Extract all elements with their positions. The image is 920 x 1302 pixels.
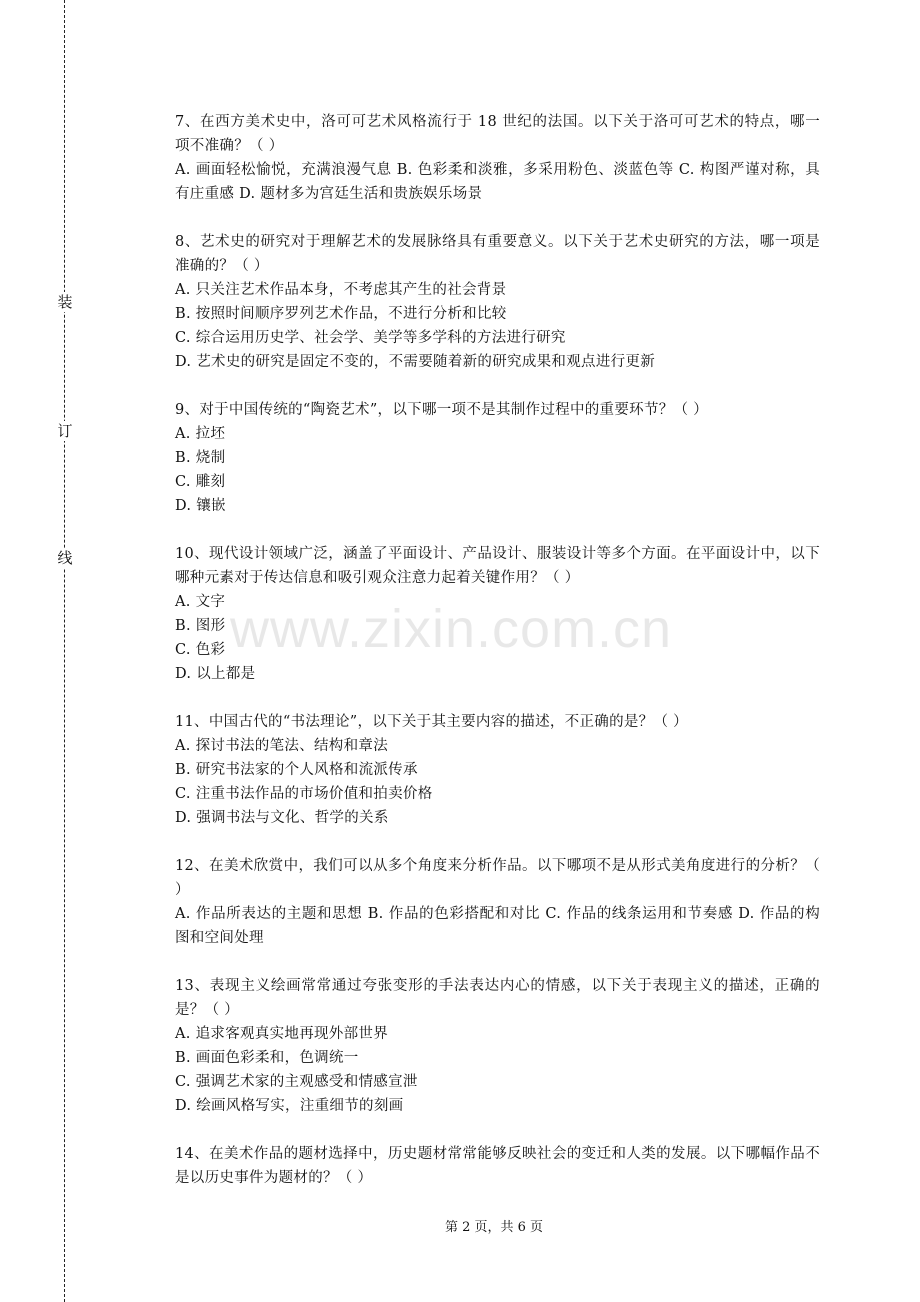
question-option: A. 画面轻松愉悦，充满浪漫气息 B. 色彩柔和淡雅，多采用粉色、淡蓝色等 C. 构图严谨对称，具有庄重感 D. 题材多为宫廷生活和贵族娱乐场景 [175, 162, 820, 202]
question-option: A. 探讨书法的笔法、结构和章法 [175, 738, 388, 754]
question-option: C. 注重书法作品的市场价值和拍卖价格 [175, 786, 433, 802]
question-option: B. 烧制 [175, 450, 226, 466]
question-option: A. 只关注艺术作品本身，不考虑其产生的社会背景 [175, 282, 507, 298]
question-option: D. 艺术史的研究是固定不变的，不需要随着新的研究成果和观点进行更新 [175, 354, 656, 370]
question-option: C. 雕刻 [175, 474, 226, 490]
question-text: 10、现代设计领域广泛，涵盖了平面设计、产品设计、服装设计等多个方面。在平面设计中，以下哪种元素对于传达信息和吸引观众注意力起着关键作用？（ ） [175, 546, 820, 586]
question-option: D. 强调书法与文化、哲学的关系 [175, 810, 389, 826]
page-footer: 第 2 页，共 6 页 [444, 1220, 544, 1235]
question-option: D. 以上都是 [175, 666, 256, 682]
question-text: 12、在美术欣赏中，我们可以从多个角度来分析作品。以下哪项不是从形式美角度进行的分析？（ ） [175, 858, 820, 898]
question-list [175, 110, 820, 1214]
binding-char-xian: 线 [55, 548, 75, 568]
question-option: B. 按照时间顺序罗列艺术作品，不进行分析和比较 [175, 306, 507, 322]
question-option: D. 绘画风格写实，注重细节的刻画 [175, 1098, 404, 1114]
question-block [175, 974, 820, 1118]
question-block [175, 1142, 820, 1190]
question-block [175, 542, 820, 686]
question-option: C. 强调艺术家的主观感受和情感宣泄 [175, 1074, 418, 1090]
binding-char-zhuang: 装 [55, 292, 75, 312]
question-option: C. 综合运用历史学、社会学、美学等多学科的方法进行研究 [175, 330, 566, 346]
question-block [175, 398, 820, 518]
question-option: B. 研究书法家的个人风格和流派传承 [175, 762, 418, 778]
question-option: C. 色彩 [175, 642, 226, 658]
binding-dashed-line [64, 0, 65, 1302]
question-option: A. 拉坯 [175, 426, 226, 442]
watermark: www.zixin.com.cn [230, 599, 673, 659]
question-text: 11、中国古代的“书法理论”，以下关于其主要内容的描述，不正确的是？（ ） [175, 714, 688, 730]
question-block [175, 230, 820, 374]
question-block [175, 854, 820, 950]
question-text: 9、对于中国传统的“陶瓷艺术”，以下哪一项不是其制作过程中的重要环节？（ ） [175, 402, 709, 418]
question-option: A. 文字 [175, 594, 226, 610]
question-option: D. 镶嵌 [175, 498, 226, 514]
question-text: 13、表现主义绘画常常通过夸张变形的手法表达内心的情感，以下关于表现主义的描述，正确的是？（ ） [175, 978, 820, 1018]
question-option: A. 作品所表达的主题和思想 B. 作品的色彩搭配和对比 C. 作品的线条运用和节奏感 D. 作品的构图和空间处理 [175, 906, 820, 946]
binding-char-ding: 订 [55, 421, 75, 441]
question-text: 7、在西方美术史中，洛可可艺术风格流行于 18 世纪的法国。以下关于洛可可艺术的特点，哪一项不准确？（ ） [175, 114, 820, 154]
question-option: B. 图形 [175, 618, 226, 634]
question-option: A. 追求客观真实地再现外部世界 [175, 1026, 388, 1042]
question-text: 8、艺术史的研究对于理解艺术的发展脉络具有重要意义。以下关于艺术史研究的方法，哪一项是准确的？（ ） [175, 234, 820, 274]
question-block [175, 110, 820, 206]
question-block [175, 710, 820, 830]
question-text: 14、在美术作品的题材选择中，历史题材常常能够反映社会的变迁和人类的发展。以下哪幅作品不是以历史事件为题材的？（ ） [175, 1146, 820, 1186]
question-option: B. 画面色彩柔和，色调统一 [175, 1050, 359, 1066]
